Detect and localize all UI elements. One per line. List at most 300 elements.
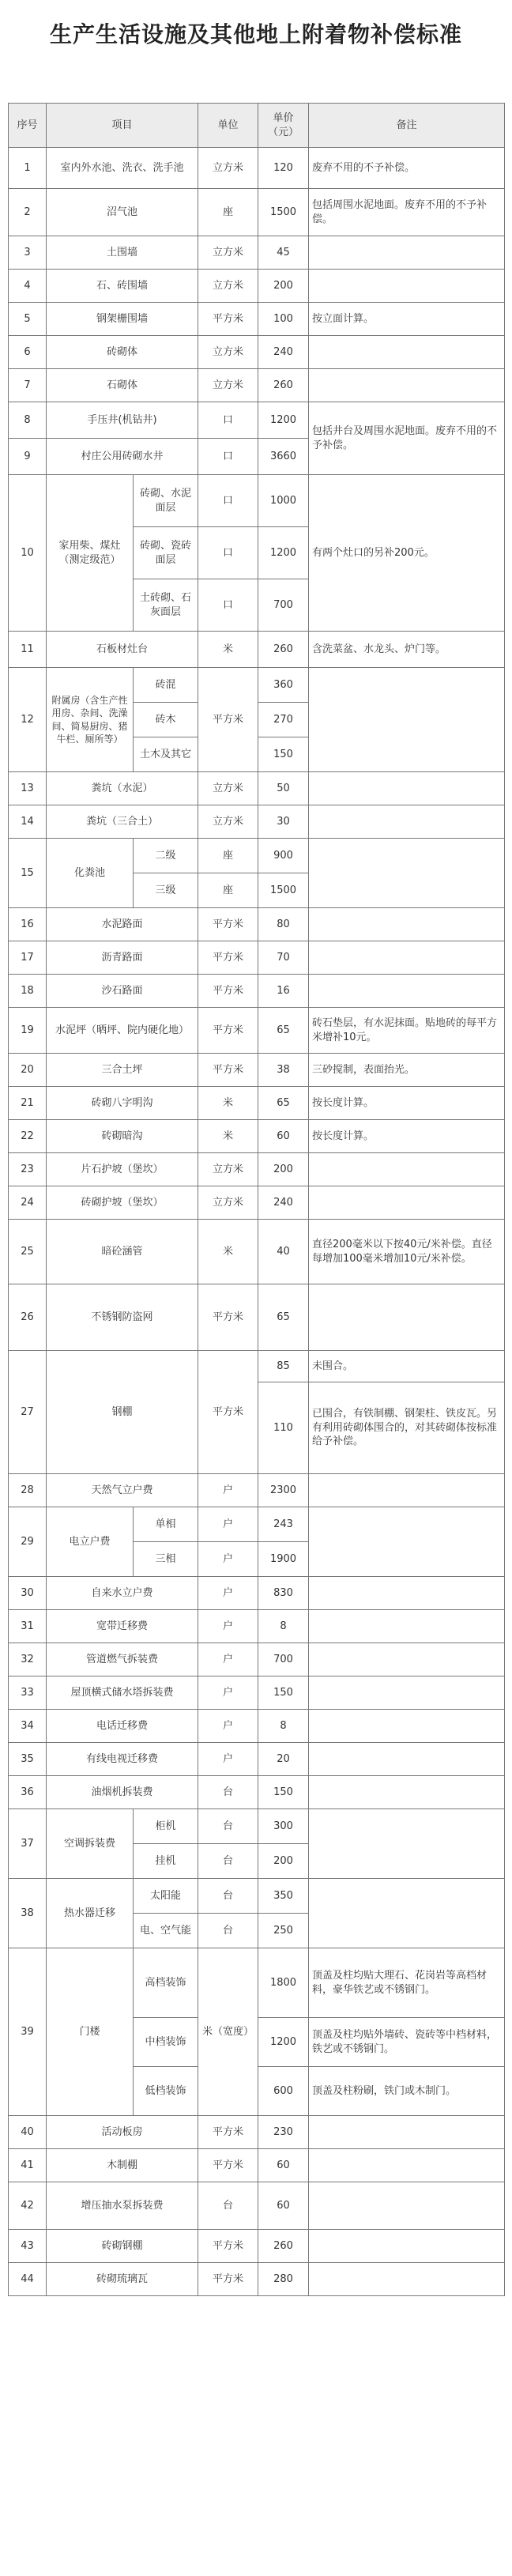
row-unit: 平方米 xyxy=(198,1284,258,1351)
row-note: 按长度计算。 xyxy=(309,1120,505,1153)
row-item: 活动板房 xyxy=(47,2116,198,2149)
table-row xyxy=(9,369,505,402)
row-note: 直径200毫米以下按40元/米补偿。直径每增加100毫米增加10元/米补偿。 xyxy=(309,1220,505,1284)
row-no: 44 xyxy=(9,2263,47,2296)
row-note xyxy=(309,270,505,303)
row-subitem: 单相 xyxy=(134,1507,198,1542)
page-title: 生产生活设施及其他地上附着物补偿标准 xyxy=(49,21,462,47)
header-note: 备注 xyxy=(309,104,505,148)
table-row xyxy=(9,1879,505,1914)
row-item: 村庄公用砖砌水井 xyxy=(47,439,198,475)
row-note xyxy=(309,772,505,805)
row-item: 空调拆装费 xyxy=(47,1809,134,1879)
row-note: 三砂搅制，表面抬光。 xyxy=(309,1054,505,1087)
table-row xyxy=(9,1948,505,2018)
row-unit: 座 xyxy=(198,839,258,873)
row-item: 砖砌琉璃瓦 xyxy=(47,2263,198,2296)
row-unit: 平方米 xyxy=(198,908,258,941)
row-note xyxy=(309,839,505,908)
row-no: 12 xyxy=(9,668,47,772)
row-no: 21 xyxy=(9,1087,47,1120)
row-item: 砖砌护坡（堡坎） xyxy=(47,1186,198,1220)
row-price: 45 xyxy=(258,236,309,270)
row-item: 化粪池 xyxy=(47,839,134,908)
row-unit: 户 xyxy=(198,1610,258,1643)
row-item: 手压井(机钻井) xyxy=(47,402,198,439)
row-item: 增压抽水泵拆装费 xyxy=(47,2182,198,2230)
row-no: 16 xyxy=(9,908,47,941)
row-item: 屋顶横式储水塔拆装费 xyxy=(47,1676,198,1710)
row-note: 含洗菜盆、水龙头、炉门等。 xyxy=(309,632,505,668)
table-row xyxy=(9,941,505,975)
row-no: 33 xyxy=(9,1676,47,1710)
row-unit: 立方米 xyxy=(198,805,258,839)
row-unit: 户 xyxy=(198,1577,258,1610)
row-item: 沥青路面 xyxy=(47,941,198,975)
row-unit: 立方米 xyxy=(198,270,258,303)
row-unit: 座 xyxy=(198,873,258,908)
row-price: 240 xyxy=(258,336,309,369)
header-item: 项目 xyxy=(47,104,198,148)
row-price: 8 xyxy=(258,1610,309,1643)
row-item: 砖砌暗沟 xyxy=(47,1120,198,1153)
row-no: 34 xyxy=(9,1710,47,1743)
row-price: 1200 xyxy=(258,402,309,439)
row-price: 85 xyxy=(258,1351,309,1382)
row-note xyxy=(309,1577,505,1610)
row-price: 65 xyxy=(258,1284,309,1351)
table-header-row xyxy=(9,104,505,148)
table-row xyxy=(9,1577,505,1610)
row-price: 260 xyxy=(258,2230,309,2263)
table-row xyxy=(9,1474,505,1507)
row-price: 120 xyxy=(258,148,309,189)
row-unit: 平方米 xyxy=(198,668,258,772)
row-note: 按长度计算。 xyxy=(309,1087,505,1120)
row-note: 顶盖及柱粉刷，铁门或木制门。 xyxy=(309,2067,505,2116)
row-note xyxy=(309,1776,505,1809)
row-no: 13 xyxy=(9,772,47,805)
row-price: 70 xyxy=(258,941,309,975)
row-price: 1900 xyxy=(258,1542,309,1577)
row-subitem: 砖混 xyxy=(134,668,198,703)
row-price: 8 xyxy=(258,1710,309,1743)
row-item: 砖砌体 xyxy=(47,336,198,369)
table-row xyxy=(9,1643,505,1676)
row-no: 42 xyxy=(9,2182,47,2230)
row-no: 3 xyxy=(9,236,47,270)
table-row xyxy=(9,336,505,369)
row-price: 60 xyxy=(258,2182,309,2230)
row-price: 360 xyxy=(258,668,309,703)
row-item: 木制棚 xyxy=(47,2149,198,2182)
row-price: 20 xyxy=(258,1743,309,1776)
row-item: 石砌体 xyxy=(47,369,198,402)
row-item: 暗砼涵管 xyxy=(47,1220,198,1284)
table-row xyxy=(9,1809,505,1844)
row-no: 35 xyxy=(9,1743,47,1776)
row-note xyxy=(309,236,505,270)
row-subitem: 中档装饰 xyxy=(134,2018,198,2067)
row-price: 1800 xyxy=(258,1948,309,2018)
row-note xyxy=(309,1676,505,1710)
row-subitem: 挂机 xyxy=(134,1844,198,1879)
row-item: 热水器迁移 xyxy=(47,1879,134,1948)
row-no: 24 xyxy=(9,1186,47,1220)
table-row xyxy=(9,1610,505,1643)
row-price: 243 xyxy=(258,1507,309,1542)
row-item: 土围墙 xyxy=(47,236,198,270)
row-subitem: 低档装饰 xyxy=(134,2067,198,2116)
row-note: 顶盖及柱均贴大理石、花岗岩等高档材料，豪华铁艺或不锈钢门。 xyxy=(309,1948,505,2018)
row-unit: 平方米 xyxy=(198,303,258,336)
row-subitem: 电、空气能 xyxy=(134,1914,198,1948)
table-row xyxy=(9,270,505,303)
row-subitem: 砖砌、瓷砖面层 xyxy=(134,527,198,579)
table-row xyxy=(9,1054,505,1087)
row-item: 有线电视迁移费 xyxy=(47,1743,198,1776)
table-row xyxy=(9,2149,505,2182)
row-no: 11 xyxy=(9,632,47,668)
row-no: 41 xyxy=(9,2149,47,2182)
row-unit: 户 xyxy=(198,1507,258,1542)
row-unit: 户 xyxy=(198,1474,258,1507)
row-unit: 口 xyxy=(198,475,258,527)
row-note xyxy=(309,908,505,941)
row-item: 水泥路面 xyxy=(47,908,198,941)
row-no: 22 xyxy=(9,1120,47,1153)
row-subitem: 土砖砌、石灰面层 xyxy=(134,579,198,632)
row-no: 9 xyxy=(9,439,47,475)
row-unit: 口 xyxy=(198,439,258,475)
table-row xyxy=(9,2116,505,2149)
row-note xyxy=(309,1186,505,1220)
row-unit: 户 xyxy=(198,1710,258,1743)
row-unit: 立方米 xyxy=(198,148,258,189)
row-note xyxy=(309,2149,505,2182)
table-row xyxy=(9,1153,505,1186)
table-row xyxy=(9,1120,505,1153)
row-item: 钢棚 xyxy=(47,1351,198,1474)
table-row xyxy=(9,975,505,1008)
row-item: 石、砖围墙 xyxy=(47,270,198,303)
row-note xyxy=(309,1809,505,1879)
row-no: 20 xyxy=(9,1054,47,1087)
row-subitem: 二级 xyxy=(134,839,198,873)
row-item: 砖砌八字明沟 xyxy=(47,1087,198,1120)
row-price: 260 xyxy=(258,369,309,402)
row-item: 天然气立户费 xyxy=(47,1474,198,1507)
row-unit: 平方米 xyxy=(198,941,258,975)
row-no: 17 xyxy=(9,941,47,975)
row-item: 石板材灶台 xyxy=(47,632,198,668)
row-no: 37 xyxy=(9,1809,47,1879)
row-price: 80 xyxy=(258,908,309,941)
row-unit: 平方米 xyxy=(198,1351,258,1474)
table-row xyxy=(9,1008,505,1054)
row-price: 200 xyxy=(258,270,309,303)
row-subitem: 砖砌、水泥面层 xyxy=(134,475,198,527)
row-subitem: 太阳能 xyxy=(134,1879,198,1914)
table-row xyxy=(9,1776,505,1809)
row-subitem: 柜机 xyxy=(134,1809,198,1844)
row-note xyxy=(309,1879,505,1948)
row-no: 19 xyxy=(9,1008,47,1054)
row-item: 家用柴、煤灶（测定级范） xyxy=(47,475,134,632)
row-item: 片石护坡（堡坎） xyxy=(47,1153,198,1186)
table-row xyxy=(9,772,505,805)
row-item: 室内外水池、洗衣、洗手池 xyxy=(47,148,198,189)
row-note xyxy=(309,1507,505,1577)
row-note xyxy=(309,941,505,975)
table-row xyxy=(9,2263,505,2296)
row-unit: 平方米 xyxy=(198,2230,258,2263)
row-price: 30 xyxy=(258,805,309,839)
row-item: 粪坑（三合土） xyxy=(47,805,198,839)
header-unit: 单位 xyxy=(198,104,258,148)
row-unit: 户 xyxy=(198,1676,258,1710)
row-price: 250 xyxy=(258,1914,309,1948)
row-unit: 立方米 xyxy=(198,772,258,805)
row-note xyxy=(309,1643,505,1676)
row-unit: 米 xyxy=(198,1220,258,1284)
row-unit: 立方米 xyxy=(198,369,258,402)
row-note: 已围合，有铁制棚、钢架柱、铁皮瓦。另有利用砖砌体围合的，对其砖砌体按标准给予补偿。 xyxy=(309,1382,505,1474)
row-unit: 立方米 xyxy=(198,1153,258,1186)
row-no: 5 xyxy=(9,303,47,336)
row-no: 29 xyxy=(9,1507,47,1577)
row-no: 28 xyxy=(9,1474,47,1507)
row-price: 260 xyxy=(258,632,309,668)
row-price: 40 xyxy=(258,1220,309,1284)
table-row xyxy=(9,1351,505,1382)
row-unit: 米 xyxy=(198,632,258,668)
row-no: 10 xyxy=(9,475,47,632)
row-price: 1500 xyxy=(258,189,309,236)
row-item: 粪坑（水泥） xyxy=(47,772,198,805)
row-item: 自来水立户费 xyxy=(47,1577,198,1610)
row-item: 附属房（含生产性用房、杂间、洗澡间、简易厨房、猪牛栏、厕所等） xyxy=(47,668,134,772)
row-price: 50 xyxy=(258,772,309,805)
row-unit: 台 xyxy=(198,1914,258,1948)
row-note xyxy=(309,1284,505,1351)
row-no: 27 xyxy=(9,1351,47,1474)
row-item: 沙石路面 xyxy=(47,975,198,1008)
row-note: 包括周围水泥地面。废弃不用的不予补偿。 xyxy=(309,189,505,236)
row-unit: 台 xyxy=(198,1809,258,1844)
row-no: 43 xyxy=(9,2230,47,2263)
row-note xyxy=(309,1153,505,1186)
row-price: 350 xyxy=(258,1879,309,1914)
row-price: 16 xyxy=(258,975,309,1008)
row-price: 100 xyxy=(258,303,309,336)
row-note xyxy=(309,2182,505,2230)
row-price: 60 xyxy=(258,1120,309,1153)
row-note: 按立面计算。 xyxy=(309,303,505,336)
row-price: 38 xyxy=(258,1054,309,1087)
row-price: 200 xyxy=(258,1153,309,1186)
row-no: 14 xyxy=(9,805,47,839)
row-no: 1 xyxy=(9,148,47,189)
row-note: 包括井台及周围水泥地面。废弃不用的不予补偿。 xyxy=(309,402,505,475)
row-note: 未围合。 xyxy=(309,1351,505,1382)
table-row xyxy=(9,402,505,439)
row-price: 300 xyxy=(258,1809,309,1844)
table-row xyxy=(9,148,505,189)
row-price: 60 xyxy=(258,2149,309,2182)
row-unit: 平方米 xyxy=(198,975,258,1008)
row-no: 2 xyxy=(9,189,47,236)
table-row xyxy=(9,1220,505,1284)
row-item: 电立户费 xyxy=(47,1507,134,1577)
row-unit: 台 xyxy=(198,1879,258,1914)
row-item: 三合土坪 xyxy=(47,1054,198,1087)
row-item: 门楼 xyxy=(47,1948,134,2116)
row-unit: 台 xyxy=(198,2182,258,2230)
row-unit: 户 xyxy=(198,1643,258,1676)
row-subitem: 土木及其它 xyxy=(134,737,198,772)
row-price: 900 xyxy=(258,839,309,873)
row-unit: 台 xyxy=(198,1776,258,1809)
row-price: 150 xyxy=(258,737,309,772)
row-price: 830 xyxy=(258,1577,309,1610)
table-row xyxy=(9,839,505,873)
table-row xyxy=(9,1087,505,1120)
row-note: 顶盖及柱均贴外墙砖、瓷砖等中档材料，铁艺或不锈钢门。 xyxy=(309,2018,505,2067)
table-row xyxy=(9,908,505,941)
row-price: 1000 xyxy=(258,475,309,527)
row-unit: 户 xyxy=(198,1743,258,1776)
row-note xyxy=(309,1710,505,1743)
row-item: 砖砌钢棚 xyxy=(47,2230,198,2263)
row-unit: 座 xyxy=(198,189,258,236)
row-note xyxy=(309,2263,505,2296)
row-note xyxy=(309,1743,505,1776)
row-item: 宽带迁移费 xyxy=(47,1610,198,1643)
row-price: 240 xyxy=(258,1186,309,1220)
row-unit: 平方米 xyxy=(198,2263,258,2296)
row-unit: 平方米 xyxy=(198,2116,258,2149)
row-price: 3660 xyxy=(258,439,309,475)
row-no: 6 xyxy=(9,336,47,369)
row-item: 管道燃气拆装费 xyxy=(47,1643,198,1676)
compensation-table xyxy=(8,103,505,2296)
row-subitem: 三级 xyxy=(134,873,198,908)
row-price: 230 xyxy=(258,2116,309,2149)
table-row xyxy=(9,475,505,527)
row-price: 2300 xyxy=(258,1474,309,1507)
row-note xyxy=(309,668,505,772)
row-subitem: 三相 xyxy=(134,1542,198,1577)
row-unit: 米 xyxy=(198,1087,258,1120)
row-note xyxy=(309,1474,505,1507)
table-row xyxy=(9,189,505,236)
row-item: 油烟机拆装费 xyxy=(47,1776,198,1809)
row-price: 110 xyxy=(258,1382,309,1474)
row-price: 700 xyxy=(258,579,309,632)
row-unit: 台 xyxy=(198,1844,258,1879)
row-no: 36 xyxy=(9,1776,47,1809)
row-no: 18 xyxy=(9,975,47,1008)
row-price: 65 xyxy=(258,1087,309,1120)
row-subitem: 高档装饰 xyxy=(134,1948,198,2018)
row-price: 270 xyxy=(258,703,309,737)
row-unit: 平方米 xyxy=(198,1008,258,1054)
row-unit: 平方米 xyxy=(198,2149,258,2182)
row-price: 150 xyxy=(258,1776,309,1809)
row-no: 25 xyxy=(9,1220,47,1284)
row-unit: 口 xyxy=(198,527,258,579)
row-price: 200 xyxy=(258,1844,309,1879)
row-no: 38 xyxy=(9,1879,47,1948)
row-no: 15 xyxy=(9,839,47,908)
row-price: 280 xyxy=(258,2263,309,2296)
row-price: 600 xyxy=(258,2067,309,2116)
row-item: 不锈钢防盗网 xyxy=(47,1284,198,1351)
row-no: 32 xyxy=(9,1643,47,1676)
table-row xyxy=(9,303,505,336)
table-row xyxy=(9,2230,505,2263)
header-price: 单价（元） xyxy=(258,104,309,148)
row-note xyxy=(309,2116,505,2149)
row-note xyxy=(309,975,505,1008)
row-note xyxy=(309,2230,505,2263)
table-row xyxy=(9,1186,505,1220)
table-row xyxy=(9,1284,505,1351)
row-item: 沼气池 xyxy=(47,189,198,236)
table-row xyxy=(9,632,505,668)
row-unit: 口 xyxy=(198,402,258,439)
table-row xyxy=(9,2182,505,2230)
row-price: 1200 xyxy=(258,2018,309,2067)
table-row xyxy=(9,1710,505,1743)
row-subitem: 砖木 xyxy=(134,703,198,737)
row-no: 23 xyxy=(9,1153,47,1186)
row-item: 水泥坪（晒坪、院内硬化地） xyxy=(47,1008,198,1054)
table-row xyxy=(9,1507,505,1542)
table-row xyxy=(9,1743,505,1776)
row-unit: 立方米 xyxy=(198,1186,258,1220)
row-no: 8 xyxy=(9,402,47,439)
row-price: 1200 xyxy=(258,527,309,579)
row-unit: 口 xyxy=(198,579,258,632)
row-no: 31 xyxy=(9,1610,47,1643)
row-unit: 户 xyxy=(198,1542,258,1577)
row-unit: 米 xyxy=(198,1120,258,1153)
row-no: 30 xyxy=(9,1577,47,1610)
row-note xyxy=(309,336,505,369)
row-note xyxy=(309,369,505,402)
table-row xyxy=(9,1676,505,1710)
row-note xyxy=(309,805,505,839)
header-no: 序号 xyxy=(9,104,47,148)
row-note: 有两个灶口的另补200元。 xyxy=(309,475,505,632)
row-price: 65 xyxy=(258,1008,309,1054)
row-no: 39 xyxy=(9,1948,47,2116)
row-note: 废弃不用的不予补偿。 xyxy=(309,148,505,189)
table-row xyxy=(9,805,505,839)
compensation-table-container xyxy=(8,103,504,2296)
row-unit: 立方米 xyxy=(198,236,258,270)
row-price: 1500 xyxy=(258,873,309,908)
row-price: 700 xyxy=(258,1643,309,1676)
row-note: 砖石垫层，有水泥抹面。贴地砖的每平方米增补10元。 xyxy=(309,1008,505,1054)
row-unit: 立方米 xyxy=(198,336,258,369)
table-row xyxy=(9,236,505,270)
row-price: 150 xyxy=(258,1676,309,1710)
row-unit: 米（宽度） xyxy=(198,1948,258,2116)
row-no: 40 xyxy=(9,2116,47,2149)
